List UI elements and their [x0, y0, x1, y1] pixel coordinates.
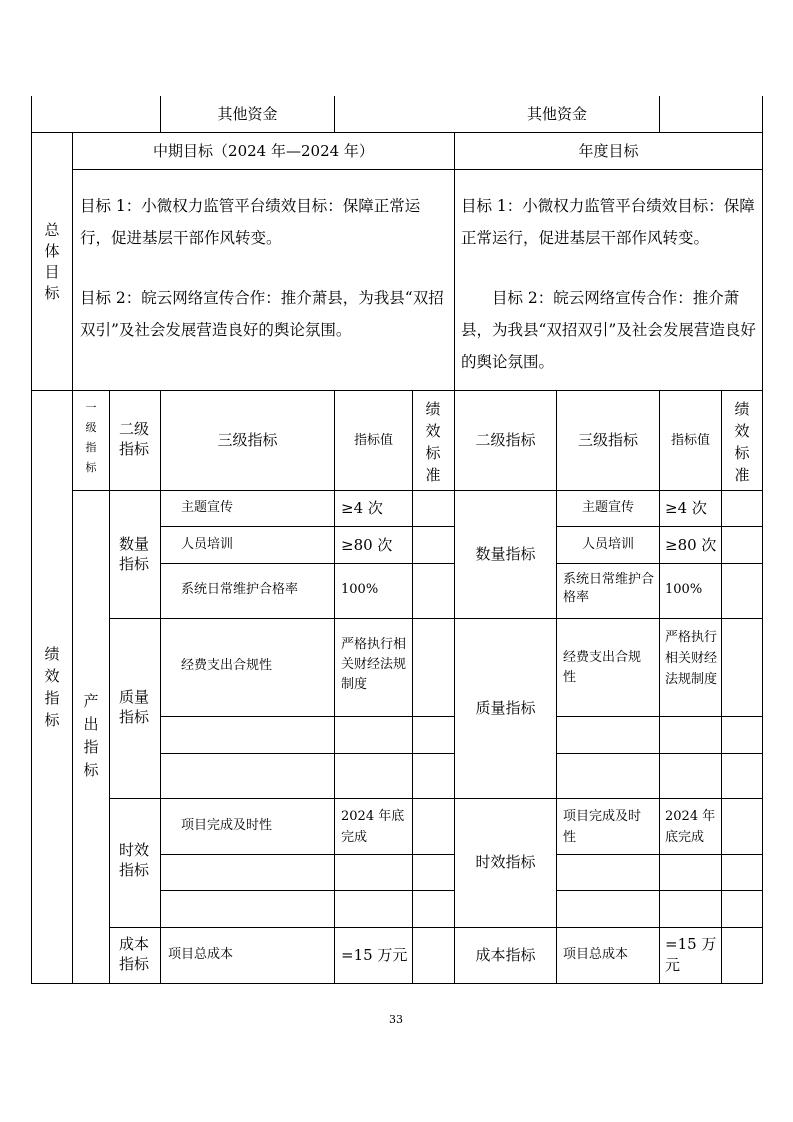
quality-name-right: 经费支出合规性 [563, 650, 642, 685]
cost-value: =15 万元 [341, 946, 408, 964]
quantity-indicator-label: 数量指标 [118, 535, 149, 573]
timeliness-value-right: 2024 年底完成 [665, 809, 716, 845]
cost-name: 项目总成本 [168, 947, 234, 962]
quantity-row-3-value-right: 100% [665, 582, 703, 597]
quantity-row-1-value-right: ≥4 次 [665, 499, 707, 517]
quantity-row-3-name-right: 系统日常维护合格率 [563, 572, 655, 605]
annual-goal-2: 目标 2：皖云网络宣传合作：推介萧县，为我县“双招双引”及社会发展营造良好的舆论氛围。 [461, 289, 756, 371]
timeliness-value: 2024 年底完成 [341, 809, 405, 845]
annual-goal-1: 目标 1：小微权力监管平台绩效目标：保障正常运行，促进基层干部作风转变。 [461, 197, 755, 247]
annual-goal-header: 年度目标 [578, 142, 639, 160]
header-right-level2: 二级指标 [475, 431, 536, 449]
quality-indicator-label-right: 质量指标 [475, 699, 536, 717]
header-right-level3: 三级指标 [577, 431, 638, 449]
timeliness-indicator-label-right: 时效指标 [475, 853, 536, 871]
quantity-row-3-value: 100% [341, 582, 379, 597]
header-indicator-value: 指标值 [353, 433, 393, 448]
header-level2-indicator: 二级指标 [118, 420, 149, 458]
performance-indicators-label: 绩效指标 [44, 645, 60, 729]
mid-term-goal-1: 目标 1：小微权力监管平台绩效目标：保障正常运行，促进基层干部作风转变。 [80, 197, 421, 247]
quantity-row-3-name: 系统日常维护合格率 [181, 582, 299, 597]
quantity-row-1-name-right: 主题宣传 [581, 500, 634, 515]
quality-indicator-label: 质量指标 [118, 688, 149, 726]
funding-label-right: 其他资金 [526, 105, 587, 123]
timeliness-name-right: 项目完成及时性 [563, 809, 642, 845]
header-right-standard: 绩效标准 [734, 400, 750, 484]
cost-value-right: =15 万元 [665, 935, 717, 974]
header-performance-standard: 绩效标准 [425, 400, 441, 484]
quantity-row-1-value: ≥4 次 [341, 499, 383, 517]
quantity-indicator-label-right: 数量指标 [475, 545, 536, 563]
quality-name: 经费支出合规性 [181, 658, 273, 673]
page-number: 33 [389, 1013, 403, 1026]
timeliness-indicator-label: 时效指标 [118, 841, 149, 879]
mid-term-goal-2: 目标 2：皖云网络宣传合作：推介萧县，为我县“双招双引”及社会发展营造良好的舆论氛围。 [80, 289, 444, 339]
overall-goals-label: 总体目标 [44, 221, 60, 302]
output-indicator-label: 产出指标 [83, 692, 99, 779]
cost-indicator-label: 成本指标 [118, 935, 149, 973]
quality-value-right: 严格执行相关财经法规制度 [665, 630, 718, 687]
cost-name-right: 项目总成本 [563, 947, 629, 962]
timeliness-name: 项目完成及时性 [181, 818, 273, 833]
header-level1-indicator: 一级指标 [85, 401, 97, 474]
quality-value: 严格执行相关财经法规制度 [341, 637, 407, 692]
quantity-row-2-value-right: ≥80 次 [665, 536, 717, 554]
quantity-row-2-name: 人员培训 [181, 537, 234, 552]
cost-indicator-label-right: 成本指标 [475, 946, 536, 964]
quantity-row-2-name-right: 人员培训 [581, 537, 634, 552]
header-level3-indicator: 三级指标 [217, 431, 278, 449]
mid-term-goal-header: 中期目标（2024 年—2024 年） [153, 142, 374, 160]
header-right-value: 指标值 [670, 433, 710, 448]
quantity-row-2-value: ≥80 次 [341, 536, 393, 554]
funding-label-left: 其他资金 [217, 105, 278, 123]
quantity-row-1-name: 主题宣传 [181, 500, 234, 515]
